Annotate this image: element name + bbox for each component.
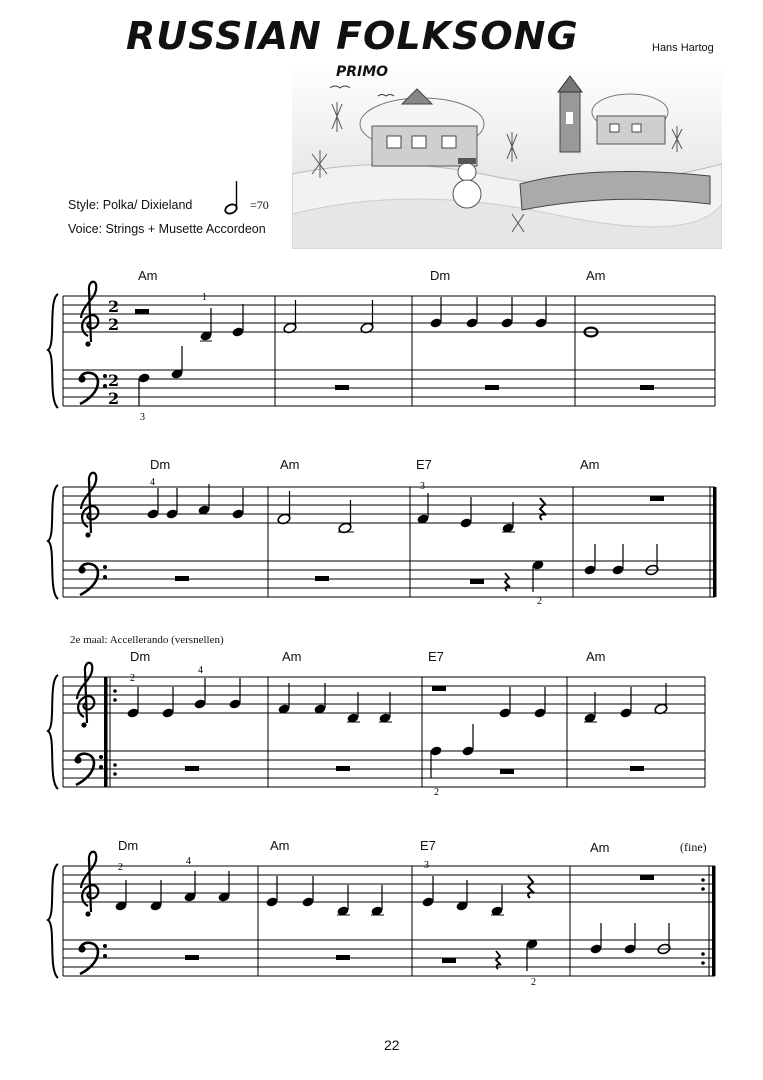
system-1 [48,282,715,423]
svg-text:2: 2 [108,315,120,334]
svg-text:4: 4 [150,477,155,488]
fine-marking: (fine) [680,840,707,854]
svg-text:4: 4 [186,856,191,867]
chord-symbol: Dm [130,649,151,664]
chord-symbol: Am [280,457,300,472]
svg-text:2: 2 [108,389,120,408]
svg-text:2: 2 [434,787,439,798]
system-3 [48,663,705,798]
system-4 [48,852,716,988]
page-number: 22 [384,1037,400,1053]
chord-symbol: Am [282,649,302,664]
svg-text:3: 3 [420,481,425,492]
chord-symbol: Dm [118,838,139,853]
svg-text:2: 2 [531,977,536,988]
voice-info: Voice: Strings + Musette Accordeon [68,222,266,236]
svg-text:1: 1 [202,292,207,303]
svg-text:3: 3 [424,860,429,871]
tempo-value: =70 [250,198,269,212]
svg-text:3: 3 [140,412,145,423]
system-2 [48,473,717,607]
song-title: RUSSIAN FOLKSONG [126,14,579,58]
chord-symbol: Am [580,457,600,472]
style-info: Style: Polka/ Dixieland [68,198,193,212]
chord-symbol: E7 [416,457,432,472]
chord-symbol: Am [586,268,606,283]
chord-symbol: Dm [150,457,171,472]
part-label: PRIMO [336,64,389,80]
svg-text:4: 4 [198,665,203,676]
chord-symbol: Am [590,840,610,855]
chord-symbol: Am [586,649,606,664]
composer-name: Hans Hartog [652,42,714,54]
svg-text:2: 2 [130,673,135,684]
performance-instruction: 2e maal: Accellerando (versnellen) [70,634,224,646]
svg-text:2: 2 [108,371,120,390]
chord-symbol: E7 [428,649,444,664]
chord-symbol: E7 [420,838,436,853]
chord-symbol: Am [270,838,290,853]
svg-text:2: 2 [108,297,120,316]
chord-symbol: Dm [430,268,451,283]
svg-text:2: 2 [118,862,123,873]
chord-symbol: Am [138,268,158,283]
svg-text:2: 2 [537,596,542,607]
